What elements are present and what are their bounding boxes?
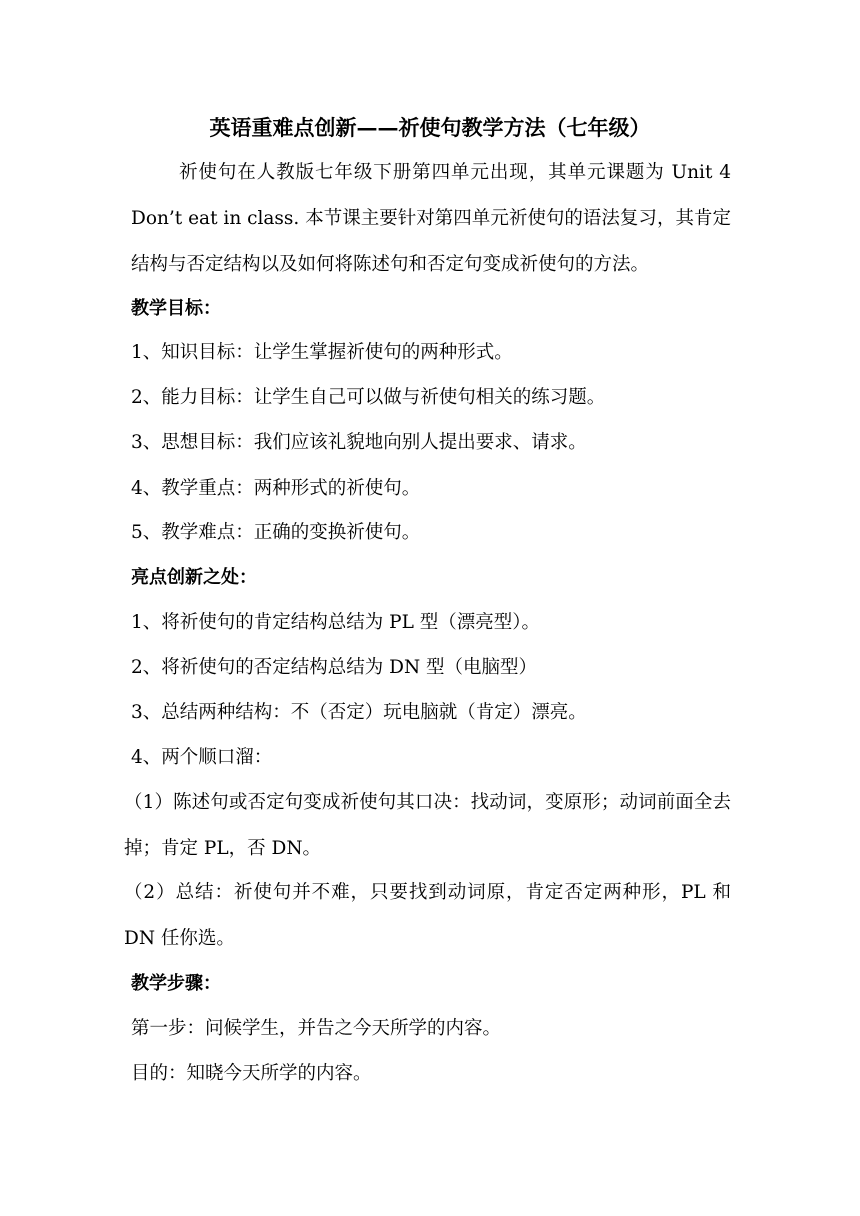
highlight-item-1: 1、将祈使句的肯定结构总结为 PL 型（漂亮型）。: [131, 612, 541, 633]
rhyme-one: （1）陈述句或否定句变成祈使句其口决：找动词，变原形；动词前面全去掉；肯定 PL，否 DN。: [124, 792, 731, 859]
document-title: 英语重难点创新——祈使句教学方法（七年级）: [209, 115, 651, 140]
intro-paragraph: 祈使句在人教版七年级下册第四单元出现，其单元课题为 Unit 4 Don’t eat in class. 本节课主要针对第四单元祈使句的语法复习，其肯定结构与否定结构以及如何将陈述句和否定句变成祈使句的方法。: [131, 162, 731, 275]
rhyme-two: （2）总结：祈使句并不难，只要找到动词原，肯定否定两种形，PL 和 DN 任你选。: [124, 882, 731, 949]
objective-item-2: 2、能力目标：让学生自己可以做与祈使句相关的练习题。: [131, 387, 606, 408]
highlight-item-4: 4、两个顺口溜：: [131, 747, 273, 768]
objective-item-4: 4、教学重点：两种形式的祈使句。: [131, 478, 421, 499]
objectives-heading: 教学目标：: [131, 298, 221, 319]
objective-item-1: 1、知识目标：让学生掌握祈使句的两种形式。: [131, 342, 513, 363]
highlight-item-2: 2、将祈使句的否定结构总结为 DN 型（电脑型）: [131, 657, 538, 678]
highlight-item-3: 3、总结两种结构：不（否定）玩电脑就（肯定）漂亮。: [131, 702, 587, 723]
steps-heading: 教学步骤：: [131, 973, 221, 994]
purpose-line: 目的：知晓今天所学的内容。: [131, 1063, 372, 1084]
highlights-heading: 亮点创新之处：: [131, 567, 257, 588]
step-one: 第一步：问候学生，并告之今天所学的内容。: [131, 1018, 502, 1039]
objective-item-5: 5、教学难点：正确的变换祈使句。: [131, 522, 421, 543]
objective-item-3: 3、思想目标：我们应该礼貌地向别人提出要求、请求。: [131, 432, 587, 453]
